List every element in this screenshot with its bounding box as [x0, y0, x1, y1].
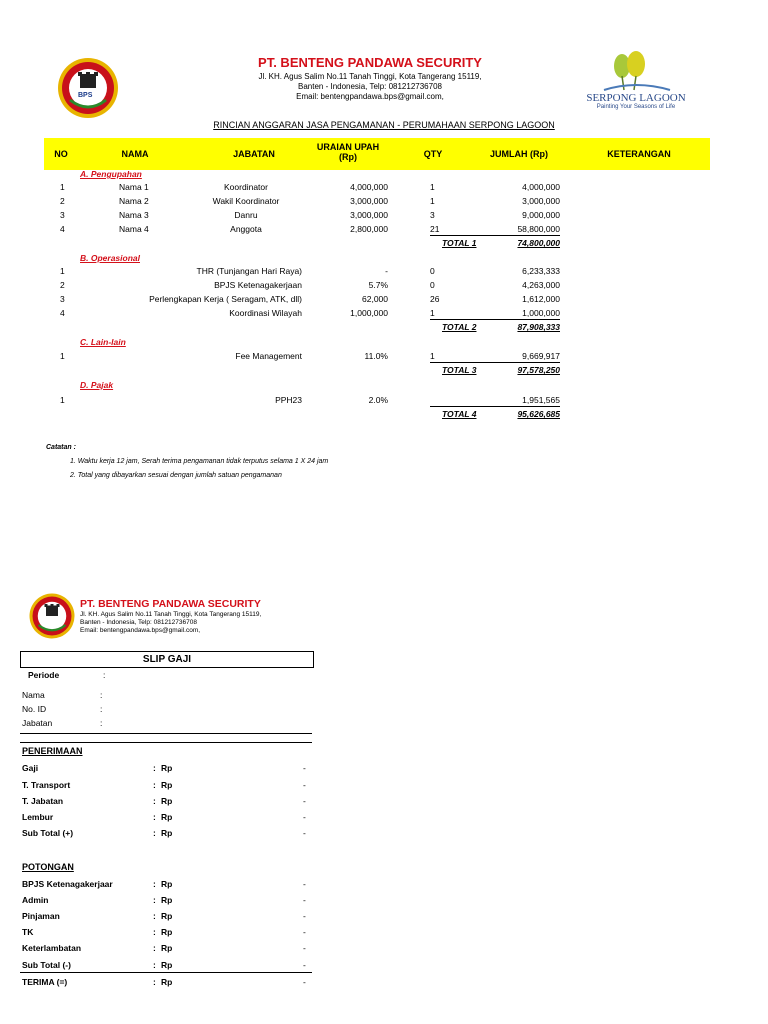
col-keterangan: KETERANGAN — [607, 149, 671, 159]
total-2-value: 87,908,333 — [517, 322, 560, 332]
total-4-label: TOTAL 4 — [442, 409, 477, 419]
total-1-label: TOTAL 1 — [442, 238, 477, 248]
section-b-label: B. Operasional — [80, 253, 140, 263]
slip-company-address-1: Jl. KH. Agus Salim No.11 Tanah Tinggi, Kota Tangerang 15119, — [80, 611, 262, 618]
partner-logo — [574, 50, 698, 114]
total-3-label: TOTAL 3 — [442, 365, 477, 375]
slip-divider — [20, 733, 312, 734]
slip-company-email: Email: bentengpandawa.bps@gmail.com, — [80, 627, 201, 634]
slip-title: SLIP GAJI — [142, 654, 192, 665]
slip-company-logo — [28, 592, 76, 640]
section-c-label: C. Lain-lain — [80, 337, 126, 347]
company-logo — [56, 56, 120, 120]
info-label-jabatan: Jabatan — [22, 718, 53, 728]
company-name: PT. BENTENG PANDAWA SECURITY — [258, 55, 482, 70]
company-address-2: Banten - Indonesia, Telp: 081212736708 — [298, 82, 442, 91]
total-4-rule — [430, 406, 560, 407]
total-2-rule — [430, 319, 560, 320]
col-uraian-upah: URAIAN UPAH — [316, 142, 380, 152]
col-qty: QTY — [423, 149, 443, 159]
partner-tagline: Painting Your Seasons of Life — [596, 104, 676, 110]
slip-title-box — [20, 651, 314, 668]
col-jabatan: JABATAN — [233, 149, 275, 159]
note-item: 1. Waktu kerja 12 jam, Serah terima pengamanan tidak terputus selama 1 X 24 jam — [70, 458, 329, 465]
total-3-rule — [430, 362, 560, 363]
company-address-1: Jl. KH. Agus Salim No.11 Tanah Tinggi, Kota Tangerang 15119, — [258, 72, 482, 81]
col-nama: NAMA — [121, 149, 149, 159]
logo-text: BPS — [78, 92, 93, 99]
slip-company-address-2: Banten - Indonesia, Telp: 081212736708 — [80, 619, 197, 626]
total-4-value: 95,626,685 — [517, 409, 560, 419]
partner-name: SERPONG LAGOON — [586, 92, 686, 104]
col-no: NO — [54, 149, 68, 159]
total-3-value: 97,578,250 — [517, 365, 560, 375]
table-header — [44, 138, 710, 170]
col-uraian-upah-rp: (Rp) — [339, 152, 357, 162]
total-1-rule — [430, 235, 560, 236]
notes-title: Catatan : — [46, 444, 76, 451]
report-title: RINCIAN ANGGARAN JASA PENGAMANAN - PERUMAHAAN SERPONG LAGOON — [213, 120, 555, 130]
section-d-label: D. Pajak — [80, 380, 114, 390]
info-label-id: No. ID — [22, 704, 47, 714]
company-email: Email: bentengpandawa.bps@gmail.com, — [296, 92, 444, 101]
section-a-label: A. Pengupahan — [80, 169, 142, 179]
total-2-label: TOTAL 2 — [442, 322, 477, 332]
info-label-periode: Periode — [28, 670, 60, 680]
slip-total-rule — [20, 972, 312, 973]
total-1-value: 74,800,000 — [517, 238, 560, 248]
col-jumlah: JUMLAH (Rp) — [490, 149, 548, 159]
potongan-title: POTONGAN — [22, 862, 74, 872]
info-label-nama: Nama — [22, 690, 45, 700]
penerimaan-title: PENERIMAAN — [22, 746, 83, 756]
note-item: 2. Total yang dibayarkan sesuai dengan jumlah satuan pengamanan — [70, 472, 282, 479]
slip-company-name: PT. BENTENG PANDAWA SECURITY — [80, 598, 261, 610]
slip-divider — [20, 742, 312, 743]
